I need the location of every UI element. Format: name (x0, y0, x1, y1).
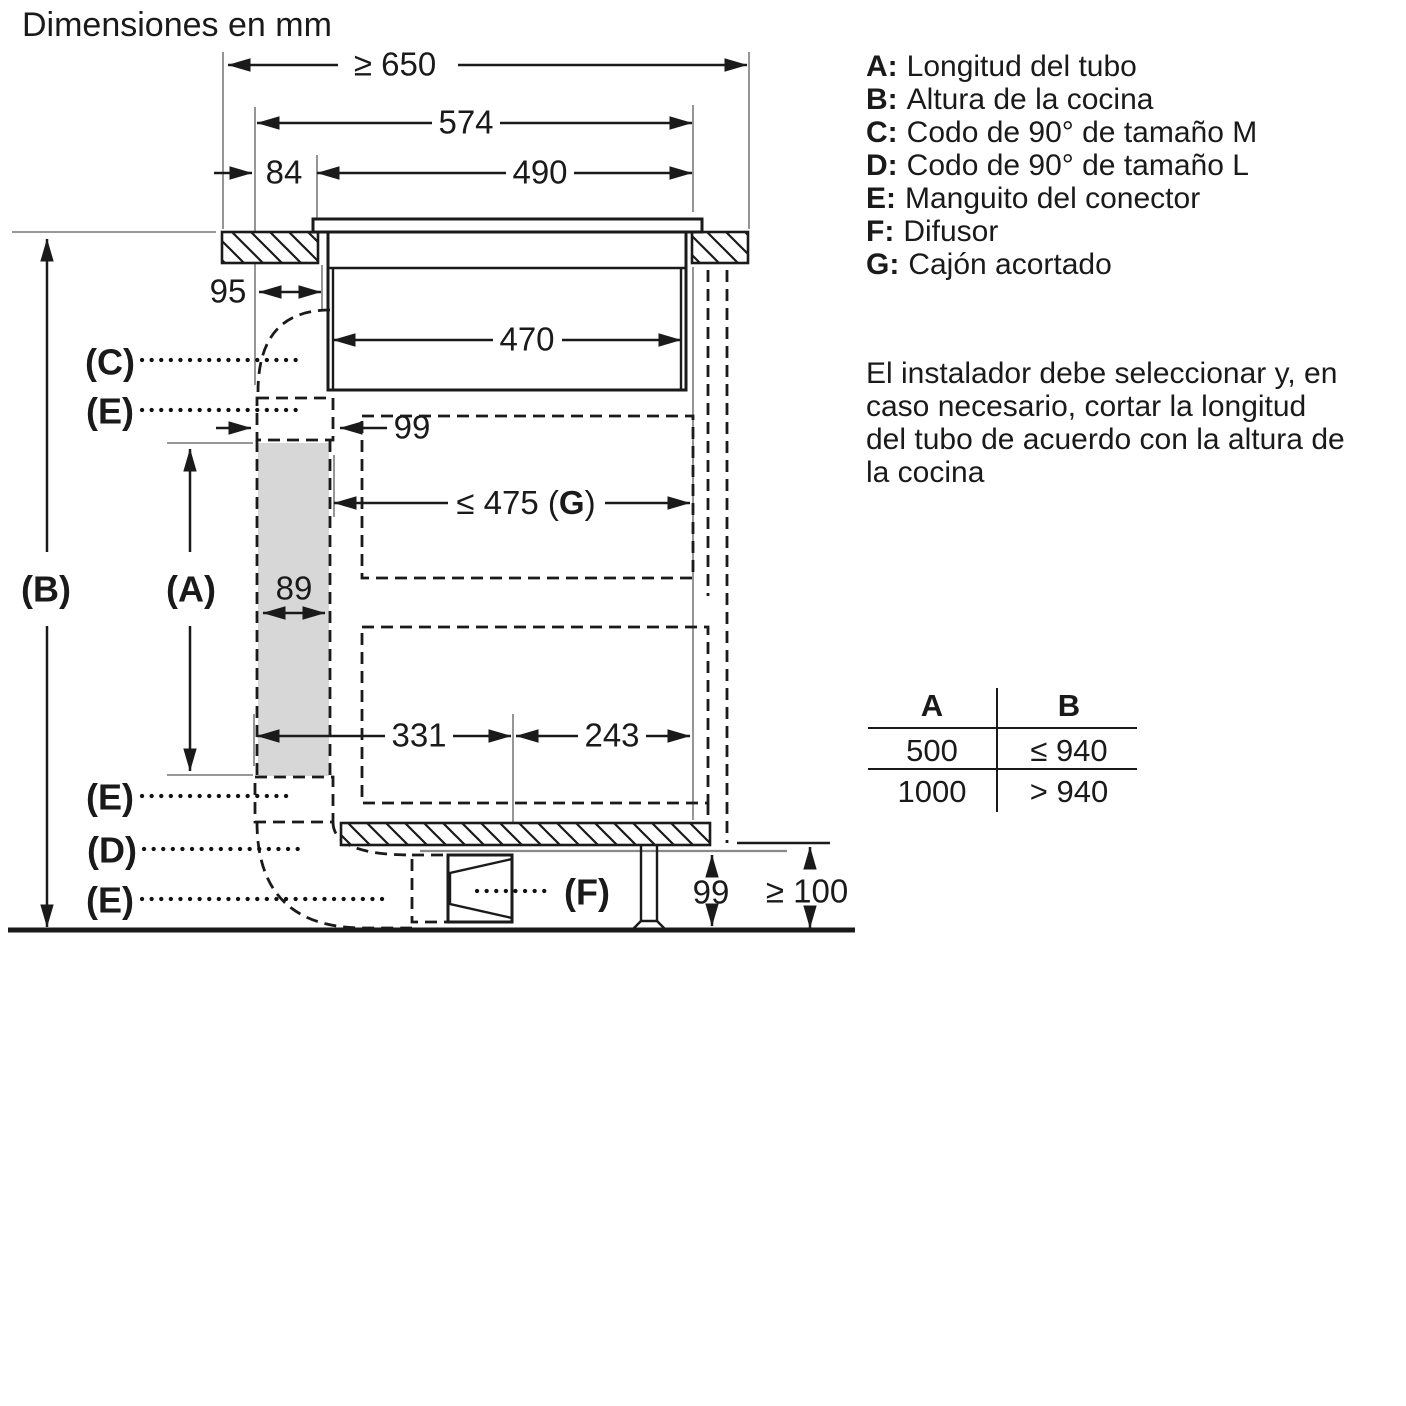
dimension-lines (47, 65, 810, 928)
dim-duct-width: 89 (275, 569, 313, 607)
table-row: 1000 (897, 774, 967, 809)
dim-drawer-max: ≤ 475 (G) (456, 483, 596, 521)
table-row: ≤ 940 (1030, 733, 1108, 768)
table-divider-vertical (996, 688, 998, 812)
dim-dist-right: 243 (584, 716, 640, 754)
legend-item-a: A: Longitud del tubo (866, 50, 1137, 83)
label-b: (B) (21, 568, 71, 610)
table-header-b: B (1057, 688, 1081, 723)
page-title: Dimensiones en mm (22, 6, 332, 44)
label-a: (A) (166, 568, 216, 610)
note-line: El instalador debe seleccionar y, en (866, 357, 1338, 390)
label-leaders (142, 360, 548, 899)
dim-plinth-height: 99 (692, 873, 730, 911)
diffuser-funnel (450, 859, 512, 918)
dim-dist-left: 331 (391, 716, 447, 754)
table-row: 500 (906, 733, 958, 768)
dim-connector-width: 99 (393, 408, 431, 446)
connector-e1-dashed (257, 398, 333, 440)
label-e1: (E) (86, 390, 134, 432)
elbow-c-dashed (258, 310, 330, 392)
dim-cutout-width: 574 (438, 103, 494, 141)
cabinet-dashed-outline (362, 627, 708, 803)
table-divider-header (868, 727, 1137, 729)
dim-duct-offset: 95 (209, 272, 247, 310)
duct-tube-fill (258, 443, 329, 776)
dim-housing-width: 470 (499, 320, 555, 358)
connector-e3-dashed (412, 855, 448, 922)
legend-item-d: D: Codo de 90° de tamaño L (866, 149, 1249, 182)
dim-niche-width: ≥ 650 (353, 45, 437, 83)
legend-item-c: C: Codo de 90° de tamaño M (866, 116, 1258, 149)
connector-e2-dashed (255, 777, 333, 822)
installer-note (866, 357, 1345, 489)
cabinet-bottom-panel-hatch (341, 823, 710, 845)
hob-body (328, 232, 686, 390)
table-header-a: A (920, 688, 944, 723)
dim-floor-clearance: ≥ 100 (765, 872, 849, 910)
legend-item-f: F: Difusor (866, 215, 999, 248)
label-f: (F) (564, 871, 610, 913)
dim-offset-left: 84 (265, 153, 303, 191)
legend-item-b: B: Altura de la cocina (866, 83, 1154, 116)
note-line: caso necesario, cortar la longitud (866, 390, 1307, 423)
parts-legend (866, 50, 1257, 281)
label-e3: (E) (86, 879, 134, 921)
countertop-left-hatch (222, 232, 318, 263)
label-e2: (E) (86, 776, 134, 818)
legend-item-g: G: Cajón acortado (866, 248, 1112, 281)
note-line: la cocina (866, 456, 985, 489)
tube-length-table (868, 686, 1137, 818)
countertop-right-hatch (692, 232, 748, 263)
label-d: (D) (87, 829, 137, 871)
legend-item-e: E: Manguito del conector (866, 182, 1201, 215)
label-c: (C) (85, 341, 135, 383)
note-line: del tubo de acuerdo con la altura de (866, 423, 1345, 456)
table-row: > 940 (1029, 774, 1109, 809)
hob-top-plate (313, 219, 702, 232)
dim-hob-width: 490 (512, 153, 568, 191)
